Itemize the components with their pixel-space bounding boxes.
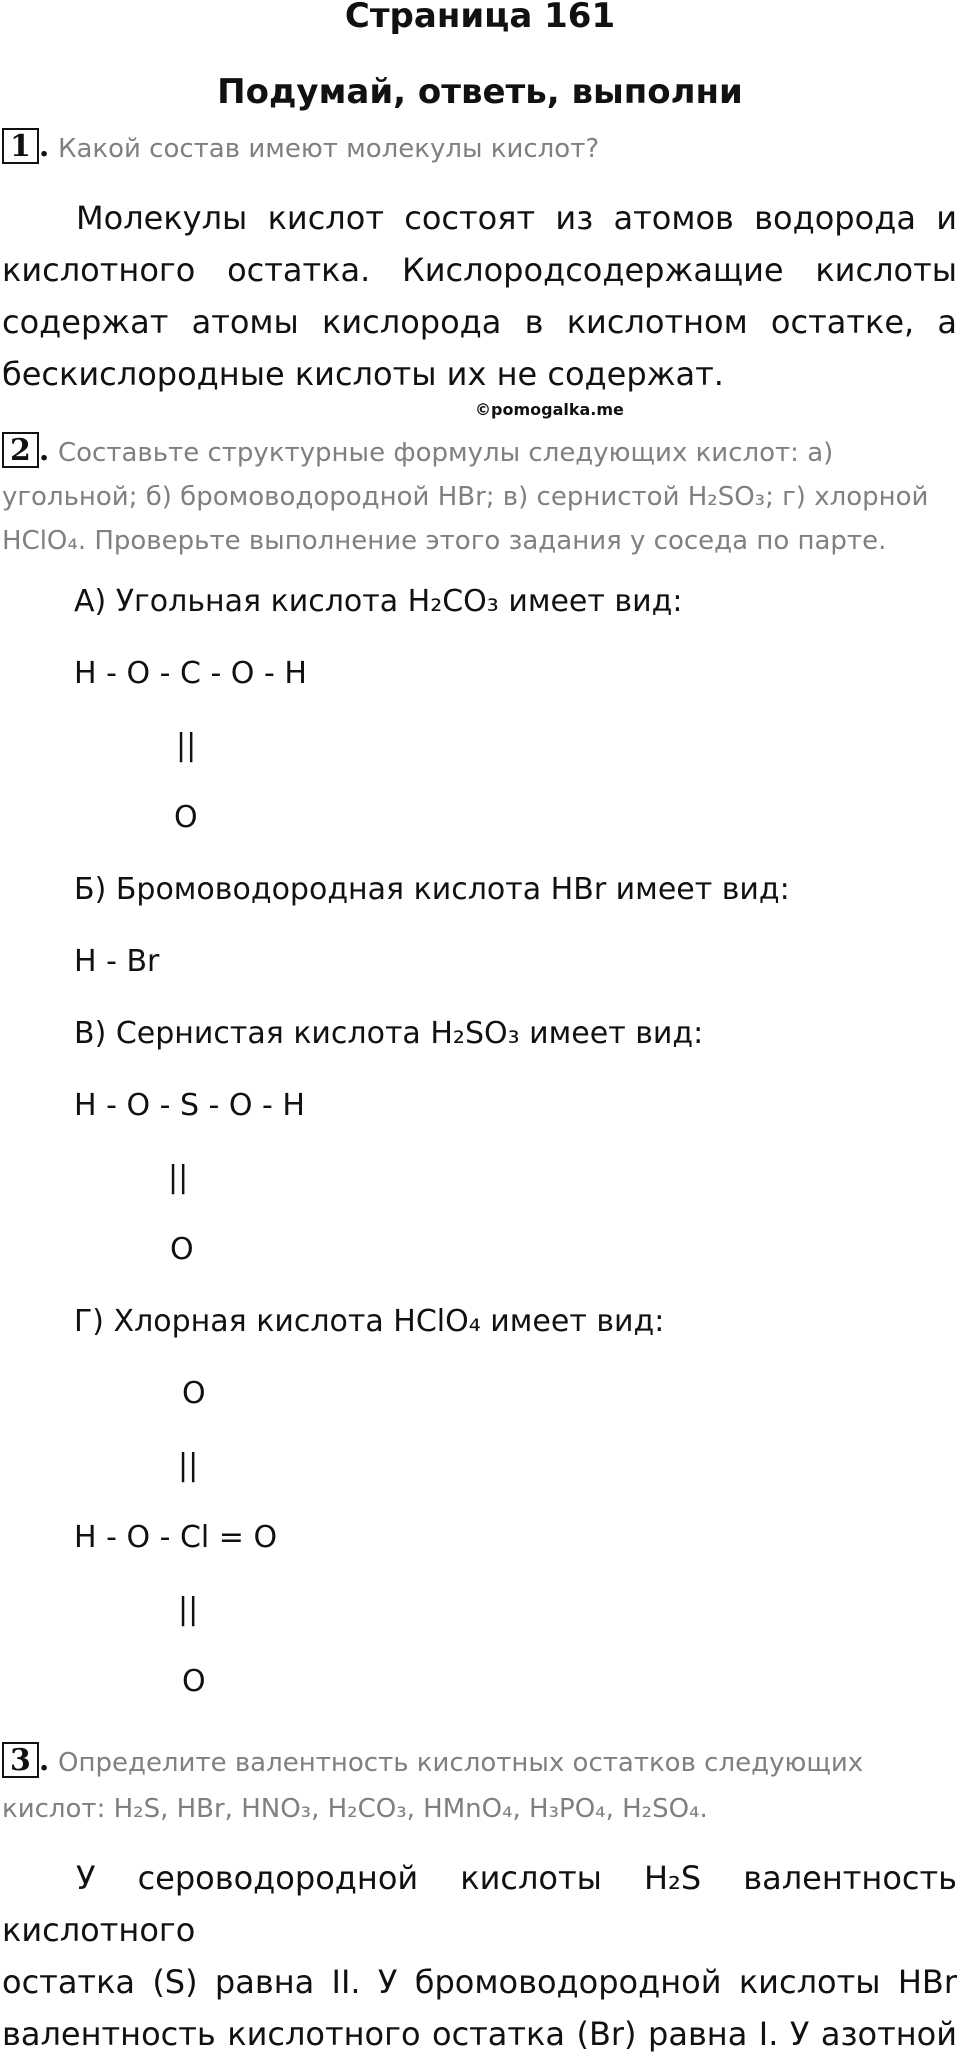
answer-2d-bottom-oxygen: O — [182, 1664, 206, 1699]
answer-3 — [2, 1852, 957, 2060]
answer-1-line-3: содержат атомы кислорода в кислотном остатке, а — [2, 303, 957, 341]
answer-2c-heading: В) Сернистая кислота H₂SO₃ имеет вид: — [74, 1016, 704, 1051]
question-3-line-1: Определите валентность кислотных остатков следующих — [58, 1748, 864, 1778]
question-3-line-2: кислот: H₂S, HBr, HNO₃, H₂CO₃, HMnO₄, H₃PO₄, H₂SO₄. — [2, 1794, 708, 1824]
answer-1-line-2: кислотного остатка. Кислородсодержащие кислоты — [2, 251, 957, 289]
answer-2c-oxygen: O — [170, 1232, 194, 1267]
answer-2d-formula: H - O - Cl = O — [74, 1520, 278, 1555]
answer-1-line-1: Молекулы кислот состоят из атомов водорода и — [76, 199, 957, 237]
answer-2c-double-bond: || — [168, 1160, 189, 1195]
question-2-line-1: Составьте структурные формулы следующих кислот: а) — [58, 438, 834, 468]
question-2-number: 2 . — [2, 432, 49, 468]
answer-1-line-4: бескислородные кислоты их не содержат. — [2, 355, 724, 393]
answer-3-line-1: У сероводородной кислоты H₂S валентность кислотного — [2, 1859, 957, 1949]
answer-3-line-2: остатка (S) равна II. У бромоводородной кислоты HBr — [2, 1963, 957, 2001]
answer-2b-formula: H - Br — [74, 944, 160, 979]
page-title: Страница 161 — [344, 0, 616, 36]
answer-2a-formula: H - O - C - O - H — [74, 656, 307, 691]
answer-2c-formula: H - O - S - O - H — [74, 1088, 305, 1123]
answer-2a-oxygen: O — [174, 800, 198, 835]
question-3-number: 3 . — [2, 1742, 49, 1778]
question-1-text: Какой состав имеют молекулы кислот? — [58, 134, 600, 164]
question-2-number-box: 2 — [2, 432, 39, 468]
answer-2b-heading: Б) Бромоводородная кислота HBr имеет вид: — [74, 872, 790, 907]
question-3-number-box: 3 — [2, 1742, 39, 1778]
answer-2d-top-double-bond: || — [178, 1448, 199, 1483]
answer-2d-heading: Г) Хлорная кислота HClO₄ имеет вид: — [74, 1304, 665, 1339]
question-1-number: 1 . — [2, 128, 49, 164]
question-1-number-box: 1 — [2, 128, 39, 164]
answer-2d-bottom-double-bond: || — [178, 1592, 199, 1627]
question-2-line-2: угольной; б) бромоводородной HBr; в) сернистой H₂SO₃; г) хлорной — [2, 482, 929, 512]
question-2-line-3: HClO₄. Проверьте выполнение этого задания у соседа по парте. — [2, 526, 887, 556]
answer-2a-heading: А) Угольная кислота H₂CO₃ имеет вид: — [74, 584, 683, 619]
section-title: Подумай, ответь, выполни — [217, 72, 743, 112]
answer-2a-double-bond: || — [176, 728, 197, 763]
answer-2d-top-oxygen: O — [182, 1376, 206, 1411]
answer-3-line-3: валентность кислотного остатка (Br) равна I. У азотной — [2, 2015, 957, 2053]
watermark: ©pomogalka.me — [475, 400, 624, 419]
answer-1 — [2, 192, 957, 400]
